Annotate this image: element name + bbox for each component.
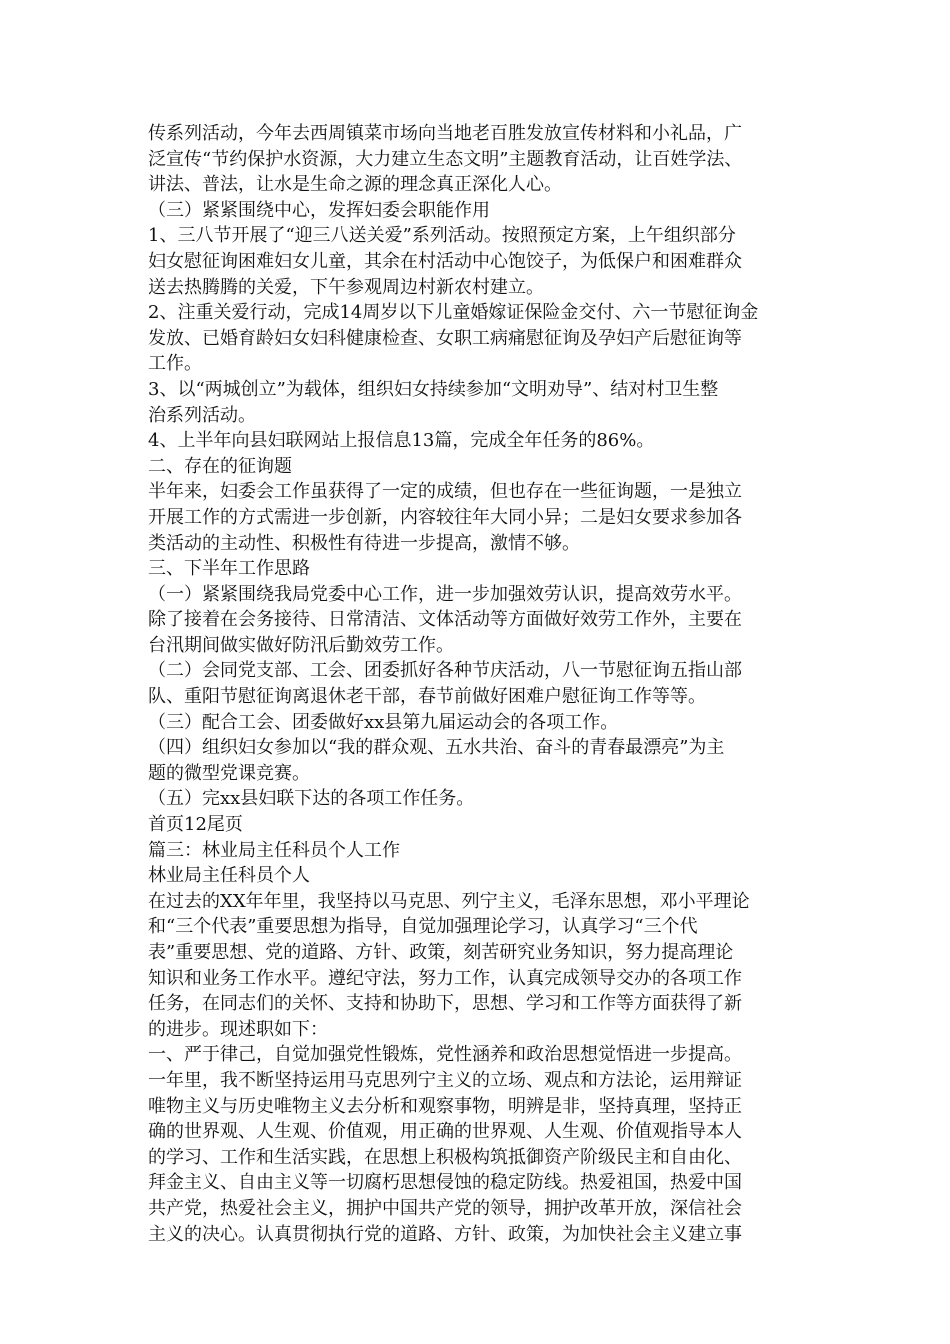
text-line: 发放、已婚育龄妇女妇科健康检查、女职工病痛慰征询及孕妇产后慰征询等 [148,327,742,349]
section-heading: （三）紧紧围绕中心，发挥妇委会职能作用 [148,199,490,221]
text-line: 4、上半年向县妇联网站上报信息13篇，完成全年任务的86%。 [148,430,655,452]
section-heading: 一、严于律己，自觉加强党性锻炼，党性涵养和政治思想觉悟进一步提高。 [148,1044,742,1066]
text-line: 治系列活动。 [148,404,256,426]
text-line: 表”重要思想、党的道路、方针、政策，刻苦研究业务知识，努力提高理论 [148,942,734,963]
text-line: 送去热腾腾的关爱，下午参观周边村新农村建立。 [148,276,544,298]
text-line: （一）紧紧围绕我局党委中心工作，进一步加强效劳认识，提高效劳水平。 [148,583,742,605]
text-line: （三）配合工会、团委做好xx县第九届运动会的各项工作。 [148,711,619,733]
text-line: 任务，在同志们的关怀、支持和协助下，思想、学习和工作等方面获得了新 [148,993,742,1015]
text-line: 工作。 [148,353,202,375]
text-line: 队、重阳节慰征询离退休老干部，春节前做好困难户慰征询工作等等。 [148,686,706,708]
article-title: 篇三：林业局主任科员个人工作 [148,839,400,861]
text-line: 共产党，热爱社会主义，拥护中国共产党的领导，拥护改革开放，深信社会 [148,1197,742,1219]
text-line: 2、注重关爱行动，完成14周岁以下儿童婚嫁证保险金交付、六一节慰征询金 [148,302,759,324]
article-subtitle: 林业局主任科员个人 [148,865,310,887]
text-line: 在过去的XX年年里，我坚持以马克思、列宁主义，毛泽东思想，邓小平理论 [148,890,750,912]
text-line: 开展工作的方式需进一步创新，内容较往年大同小异；二是妇女要求参加各 [148,506,742,528]
text-line: 的进步。现述职如下： [148,1018,328,1040]
text-line: 的学习、工作和生活实践，在思想上积极构筑抵御资产阶级民主和自由化、 [148,1146,742,1168]
text-line: 传系列活动，今年去西周镇菜市场向当地老百胜发放宣传材料和小礼品，广 [148,123,742,144]
text-line: 主义的决心。认真贯彻执行党的道路、方针、政策，为加快社会主义建立事 [148,1223,742,1245]
text-line: 讲法、普法，让水是生命之源的理念真正深化人心。 [148,174,562,196]
section-heading: 三、下半年工作思路 [148,558,310,580]
page-navigation: 首页12尾页 [148,814,243,836]
section-heading: 二、存在的征询题 [148,455,292,477]
text-line: 3、以“两城创立”为载体，组织妇女持续参加“文明劝导”、结对村卫生整 [148,378,719,400]
text-line: 泛宣传“节约保护水资源，大力建立生态文明”主题教育活动，让百姓学法、 [148,148,743,170]
text-line: 妇女慰征询困难妇女儿童，其余在村活动中心饱饺子，为低保户和困难群众 [148,250,742,272]
text-line: 除了接着在会务接待、日常清洁、文体活动等方面做好效劳工作外，主要在 [148,609,742,631]
text-line: 拜金主义、自由主义等一切腐朽思想侵蚀的稳定防线。热爱祖国，热爱中国 [148,1172,742,1194]
text-line: 题的微型党课竞赛。 [148,762,310,784]
text-line: 类活动的主动性、积极性有待进一步提高，激情不够。 [148,532,580,554]
text-line: 半年来，妇委会工作虽获得了一定的成绩，但也存在一些征询题，一是独立 [148,481,742,503]
text-line: 知识和业务工作水平。遵纪守法，努力工作，认真完成领导交办的各项工作 [148,967,742,989]
text-line: （二）会同党支部、工会、团委抓好各种节庆活动，八一节慰征询五指山部 [148,660,742,682]
text-line: 唯物主义与历史唯物主义去分析和观察事物，明辨是非，坚持真理，坚持正 [148,1095,742,1117]
text-line: （五）完xx县妇联下达的各项工作任务。 [148,788,475,810]
text-line: 和“三个代表”重要思想为指导，自觉加强理论学习，认真学习“三个代 [148,916,698,938]
text-line: （四）组织妇女参加以“我的群众观、五水共治、奋斗的青春最漂亮”为主 [148,737,725,759]
text-line: 确的世界观、人生观、价值观，用正确的世界观、人生观、价值观指导本人 [148,1121,742,1143]
text-line: 一年里，我不断坚持运用马克思列宁主义的立场、观点和方法论，运用辩证 [148,1069,742,1091]
text-line: 1、三八节开展了“迎三八送关爱”系列活动。按照预定方案，上午组织部分 [148,225,736,247]
text-line: 台汛期间做实做好防汛后勤效劳工作。 [148,634,454,656]
